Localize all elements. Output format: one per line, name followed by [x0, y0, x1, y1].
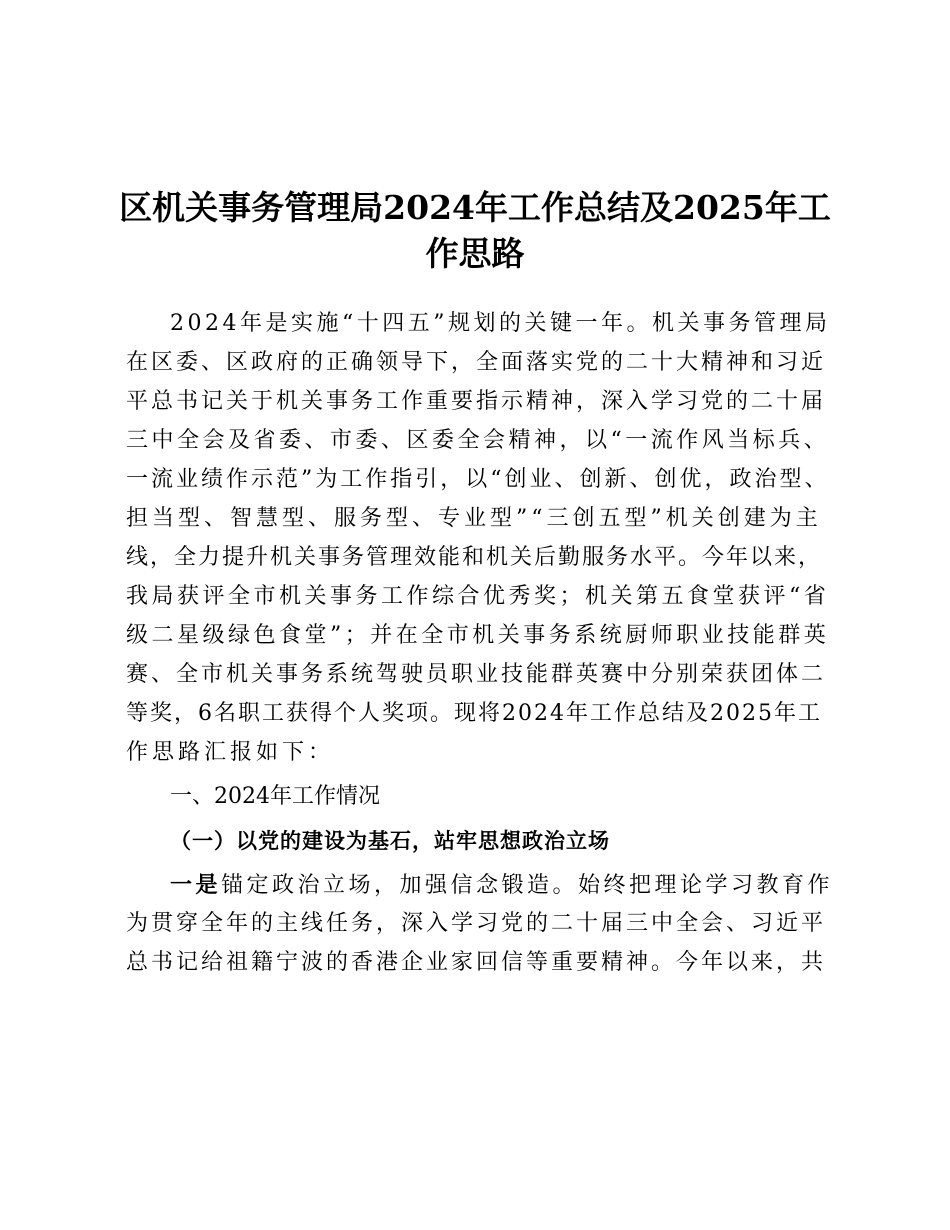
intro-line: 三中全会及省委、市委、区委全会精神，以“一流作风当标兵、 [126, 428, 830, 453]
intro-line: 我局获评全市机关事务工作综合优秀奖；机关第五食堂获评“省 [126, 584, 830, 609]
paragraph-line: 为贯穿全年的主线任务，深入学习党的二十届三中全会、习近平 [126, 911, 827, 936]
paragraph-line: 总书记给祖籍宁波的香港企业家回信等重要精神。今年以来，共 [126, 950, 827, 975]
intro-line: 平总书记关于机关事务工作重要指示精神，深入学习党的二十届 [126, 389, 827, 414]
intro-line: 级二星级绿色食堂”；并在全市机关事务系统厨师职业技能群英 [126, 623, 830, 648]
subsection-heading: （一）以党的建设为基石，站牢思想政治立场 [170, 828, 610, 853]
intro-line: 线，全力提升机关事务管理效能和机关后勤服务水平。今年以来， [126, 545, 823, 570]
intro-line: 一流业绩作示范”为工作指引，以“创业、创新、创优，政治型、 [126, 467, 830, 492]
paragraph-line [170, 870, 836, 901]
intro-line: 等奖，6名职工获得个人奖项。现将2024年工作总结及2025年工 [126, 701, 822, 726]
paragraph-lead: 一是 [170, 872, 222, 898]
intro-line: 作思路汇报如下： [126, 740, 335, 765]
title-line-1: 区机关事务管理局2024年工作总结及2025年工 [119, 188, 831, 227]
section-heading: 一、2024年工作情况 [170, 784, 380, 809]
paragraph-line-text: 锚定政治立场，加强信念锻造。始终把理论学习教育作 [221, 873, 834, 898]
intro-line: 赛、全市机关事务系统驾驶员职业技能群英赛中分别荣获团体二 [126, 662, 827, 687]
title-line-2: 作思路 [425, 234, 525, 273]
intro-line: 担当型、智慧型、服务型、专业型”“三创五型”机关创建为主 [126, 506, 822, 531]
intro-line: 在区委、区政府的正确领导下，全面落实党的二十大精神和习近 [126, 350, 827, 375]
intro-line: 2024年是实施“十四五”规划的关键一年。机关事务管理局 [170, 311, 831, 336]
document-title [110, 185, 840, 277]
